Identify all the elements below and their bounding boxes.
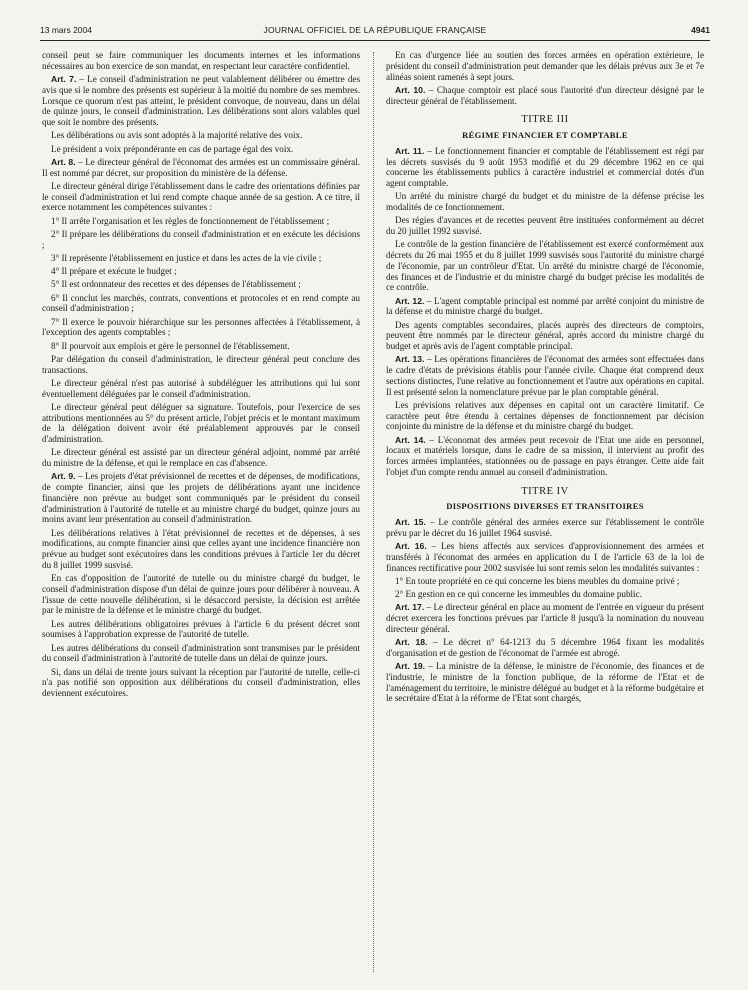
header-date: 13 mars 2004 (40, 25, 92, 35)
article-paragraph (386, 296, 704, 318)
article-text: Le décret n° 64-1213 du 5 décembre 1964 fixant les modalités d'organisation et de gestion de l'économat de l'armée est abrogé. (386, 637, 704, 658)
right-column (386, 50, 704, 980)
article-text: L'économat des armées peut recevoir de l'Etat une aide en personnel, locaux et matériels lorsque, dans le cadre de sa mission, il intervient au profit des forces armées implantées, stationnées ou de passage en pays étranger. Cette aide fait l'objet d'un compte rendu annuel au conseil d'administration. (386, 434, 704, 477)
body-paragraph: 4° Il prépare et exécute le budget ; (51, 266, 177, 276)
body-paragraph: Des régies d'avances et de recettes peuvent être instituées conformément au décret du 20 juillet 1992 susvisé. (386, 215, 704, 236)
article-dash: – (424, 295, 434, 306)
article-paragraph (386, 354, 704, 397)
article-dash: – (75, 471, 85, 482)
body-paragraph: Par délégation du conseil d'administration, le directeur général peut conclure des transactions. (42, 353, 360, 375)
article-paragraph (386, 146, 704, 189)
article-dash: – (75, 156, 86, 167)
article-paragraph (386, 637, 704, 659)
body-paragraph: Les délibérations relatives à l'état prévisionnel de recettes et de dépenses, à ses modifications, au compte financier ainsi que celles ayant une incidence financière non prévue au budget sont exécutoires dans les conditions prévues à l'article 1er du décret du 8 juillet 1999 susvisé. (42, 527, 360, 570)
body-paragraph: Les autres délibérations du conseil d'administration sont transmises par le président du conseil d'administration à l'autorité de tutelle dans un délai de quinze jours. (42, 642, 360, 664)
article-dash: – (425, 434, 438, 445)
body-paragraph: Un arrêté du ministre chargé du budget et du ministre de la défense précise les modalités de ce fonctionnement. (386, 191, 704, 212)
article-text: Le fonctionnement financier et comptable de l'établissement est régi par les décrets susvisés du 9 août 1953 modifié et du 29 décembre 1962 en ce qui concerne les établissements publics à caractère industriel et commercial dotés d'un agent comptable. (386, 145, 704, 188)
section-title: TITRE IV (521, 485, 569, 497)
article-dash: – (425, 84, 437, 95)
article-label: Art. 16. (395, 541, 427, 551)
body-paragraph: 1° Il arrête l'organisation et les règles de fonctionnement de l'établissement ; (51, 215, 330, 226)
section-subtitle: RÉGIME FINANCIER ET COMPTABLE (462, 130, 628, 140)
article-paragraph (42, 157, 360, 179)
article-dash: – (76, 74, 88, 84)
body-paragraph: Le directeur général n'est pas autorisé à subdéléguer les attributions qui lui sont éventuellement déléguées par le conseil d'administration. (42, 377, 360, 399)
body-paragraph: Les prévisions relatives aux dépenses en capital ont un caractère limitatif. Ce caractère peut être étendu à certaines dépenses de fonctionnement par décision conjointe du ministre de la défense et du ministre chargé du budget. (386, 399, 704, 432)
body-paragraph: 1° En toute propriété en ce qui concerne les biens meubles du domaine privé ; (395, 575, 680, 586)
article-dash: – (426, 541, 442, 551)
article-label: Art. 11. (395, 145, 425, 156)
article-text: Les biens affectés aux services d'approvisionnement des armées et transférés à l'économat des armées en application du I de l'article 63 de la loi de finances rectificative pour 2002 susvisée lui sont remis selon les modalités suivantes : (386, 541, 704, 573)
body-paragraph: Le directeur général peut déléguer sa signature. Toutefois, pour l'exercice de ses attributions mentionnées au 5° du présent article, l'objet précis et le montant maximum de la délégation doivent avoir été préalablement approuvés par le conseil d'administration. (42, 401, 360, 444)
body-paragraph: 6° Il conclut les marchés, contrats, conventions et protocoles et en rend compte au conseil d'administration ; (42, 292, 360, 314)
article-label: Art. 14. (395, 434, 426, 445)
column-divider (373, 52, 374, 972)
article-label: Art. 10. (395, 84, 426, 95)
article-label: Art. 15. (395, 517, 426, 527)
article-text: Le conseil d'administration ne peut valablement délibérer ou émettre des avis que si le nombre des présents est supérieur à la moitié du nombre de ses membres. Lorsque ce quorum n'est pas atteint, le président convoque, de nouveau, dans un délai de quinze jours, le conseil d'administration. Les délibérations sont alors valables quel que soit le nombre des présents. (42, 74, 360, 127)
article-paragraph (386, 602, 704, 634)
article-paragraph (386, 661, 704, 704)
body-paragraph: Le directeur général est assisté par un directeur général adjoint, nommé par arrêté du ministre de la défense, et qui le remplace en cas d'absence. (42, 447, 360, 468)
article-paragraph (386, 435, 704, 478)
body-paragraph: En cas d'opposition de l'autorité de tutelle ou du ministre chargé du budget, le conseil d'administration dispose d'un délai de quinze jours pour délibérer à nouveau. A l'issue de cette nouvelle délibération, si le désaccord persiste, la décision est arrêtée par le ministre de la défense et le ministre chargé du budget. (42, 573, 360, 616)
body-paragraph: conseil peut se faire communiquer les documents internes et les informations nécessaires au bon exercice de son mandat, en respectant leur caractère confidentiel. (42, 50, 360, 71)
section-subtitle: DISPOSITIONS DIVERSES ET TRANSITOIRES (446, 501, 644, 512)
article-label: Art. 12. (395, 295, 425, 306)
article-label: Art. 9. (51, 471, 76, 482)
article-label: Art. 18. (395, 637, 428, 647)
body-paragraph: En cas d'urgence liée au soutien des forces armées en opération extérieure, le président du conseil d'administration peut demander que les délais prévus aux 3e et 7e alinéas soient ramenés à sept jours. (386, 50, 704, 82)
article-dash: – (424, 602, 434, 613)
article-paragraph (386, 541, 704, 573)
article-dash: – (425, 517, 439, 527)
article-label: Art. 13. (395, 354, 425, 365)
article-text: Le directeur général de l'économat des armées est un commissaire général. Il est nommé par décret, sur proposition du ministère de la défense. (42, 156, 360, 178)
article-label: Art. 19. (395, 661, 426, 671)
article-paragraph (42, 74, 360, 128)
article-text: Chaque comptoir est placé sous l'autorité d'un directeur désigné par le directeur général de l'établissement. (386, 84, 704, 106)
article-text: Les opérations financières de l'économat des armées sont effectuées dans le cadre d'états de prévisions établis pour l'année civile. Chaque état comprend deux sections distinctes, l'une relative au fonctionnement et l'autre aux opérations en capital. Il est présenté selon la nomenclature prévue par le plan comptable général. (386, 354, 704, 397)
article-dash: – (425, 661, 436, 671)
header-journal-title: JOURNAL OFFICIEL DE LA RÉPUBLIQUE FRANÇAISE (263, 25, 487, 35)
article-text: Le contrôle général des armées exerce sur l'établissement le contrôle prévu par le décret du 16 juillet 1964 susvisé. (386, 517, 704, 538)
article-dash: – (424, 354, 435, 365)
body-paragraph: 3° Il représente l'établissement en justice et dans les actes de la vie civile ; (51, 252, 322, 263)
body-paragraph: Le président a voix prépondérante en cas de partage égal des voix. (51, 143, 294, 154)
article-text: La ministre de la défense, le ministre de l'économie, des finances et de l'industrie, le ministre de la fonction publique, de la réforme de l'Etat et de l'aménagement du territoire, le ministre délégué au budget et à la réforme budgétaire et le secrétaire d'Etat à la réforme de l'Etat sont chargés, (386, 661, 704, 704)
article-paragraph (386, 517, 704, 539)
body-paragraph: Si, dans un délai de trente jours suivant la réception par l'autorité de tutelle, celle-ci n'a pas notifié son opposition aux délibérations du conseil d'administration, elles deviennent exécutoires. (42, 666, 360, 698)
body-paragraph: Les autres délibérations obligatoires prévues à l'article 6 du présent décret sont soumises à l'approbation expresse de l'autorité de tutelle. (42, 618, 360, 640)
left-column (42, 50, 360, 980)
body-paragraph: Le contrôle de la gestion financière de l'établissement est exercé conformément aux décrets du 26 mai 1955 et du 8 juillet 1999 susvisés sous l'autorité du ministre chargé de l'économie, par un contrôleur d'Etat. Un arrêté du ministre chargé de l'économie, des finances et de l'industrie et du ministre chargé du budget précise les modalités de ce contrôle. (386, 239, 704, 293)
article-dash: – (424, 145, 435, 156)
header-page-number: 4941 (691, 25, 710, 35)
body-paragraph: 8° Il pourvoit aux emplois et gère le personnel de l'établissement. (51, 340, 290, 351)
section-title: TITRE III (521, 114, 569, 126)
article-dash: – (427, 637, 444, 647)
article-label: Art. 8. (51, 156, 76, 167)
article-label: Art. 17. (395, 602, 425, 613)
body-paragraph: Le directeur général dirige l'établissement dans le cadre des orientations définies par le conseil d'administration et lui rend compte chaque année de sa gestion. A ce titre, il exerce notamment les compétences suivantes : (42, 180, 360, 213)
article-paragraph (386, 85, 704, 107)
article-text: Le directeur général en place au moment de l'entrée en vigueur du présent décret exercera les fonctions prévues par l'article 8 jusqu'à la nomination du nouveau directeur général. (386, 602, 704, 634)
body-paragraph: 7° Il exerce le pouvoir hiérarchique sur les personnes affectées à l'établissement, à l'exception des agents comptables ; (42, 316, 360, 338)
body-paragraph: Des agents comptables secondaires, placés auprès des directeurs de comptoirs, peuvent être nommés par le directeur général, après accord du ministre chargé du budget et après avis de l'agent comptable principal. (386, 319, 704, 351)
body-paragraph: Les délibérations ou avis sont adoptés à la majorité relative des voix. (51, 130, 303, 141)
article-paragraph (42, 471, 360, 525)
article-text: Les projets d'état prévisionnel de recettes et de dépenses, de modifications, de compte financier, ainsi que les projets de délibérations ayant une incidence financière non prévue au budget sont communiqués par le président du conseil d'administration à l'autorité de tutelle et au ministre chargé du budget, quinze jours au moins avant leur présentation au conseil d'administration. (42, 471, 360, 525)
article-label: Art. 7. (51, 74, 77, 84)
body-paragraph: 2° Il prépare les délibérations du conseil d'administration et en exécute les décisions ; (42, 228, 360, 250)
article-text: L'agent comptable principal est nommé par arrêté conjoint du ministre de la défense et du ministre chargé du budget. (386, 295, 704, 317)
body-paragraph: 5° Il est ordonnateur des recettes et des dépenses de l'établissement ; (51, 279, 301, 290)
body-paragraph: 2° En gestion en ce qui concerne les immeubles du domaine public. (395, 589, 642, 599)
page-header (40, 20, 710, 41)
